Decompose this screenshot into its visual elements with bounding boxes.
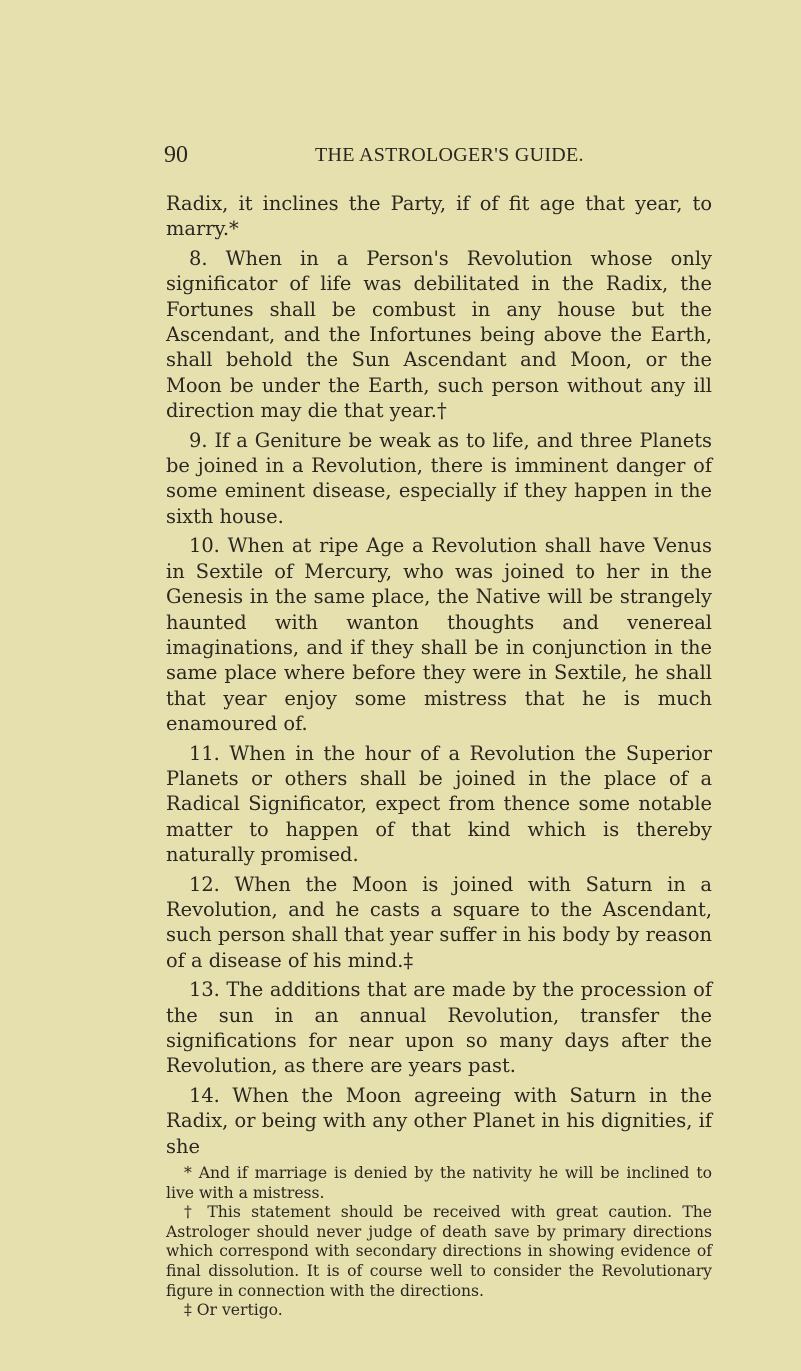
- paragraph-10: 10. When at ripe Age a Revolution shall have Venus in Sextile of Mercury, who was joined to her in the Genesis in the same place, the Native will be strangely haunted with wanton thoughts and venereal imaginations, and if they shall be in conjunction in the same place where before they were in Sextile, he shall that year enjoy some mistress that he is much enamoured of.: [166, 534, 712, 736]
- paragraph-13: 13. The additions that are made by the procession of the sun in an annual Revolution, transfer the significations for near upon so many days after the Revolution, as there are years past.: [166, 978, 712, 1078]
- running-head: THE ASTROLOGER'S GUIDE.: [315, 144, 584, 166]
- paragraph-9: 9. If a Geniture be weak as to life, and three Planets be joined in a Revolution, there is imminent danger of some eminent disease, especially if they happen in the sixth house.: [166, 428, 712, 528]
- paragraph-8: 8. When in a Person's Revolution whose only significator of life was debilitated in the Radix, the Fortunes shall be combust in any house but the Ascendant, and the Infortunes being above the Earth, shall behold the Sun Ascendant and Moon, or the Moon be under the Earth, such person without any ill direction may die that year.†: [166, 246, 712, 423]
- page-header: [0, 142, 801, 172]
- paragraph-12: 12. When the Moon is joined with Saturn in a Revolution, and he casts a square to the Ascendant, such person shall that year suffer in his body by reason of a disease of his mind.‡: [166, 872, 712, 972]
- paragraph-11: 11. When in the hour of a Revolution the Superior Planets or others shall be joined in the place of a Radical Significator, expect from thence some notable matter to happen of that kind which is thereby naturally promised.: [166, 741, 712, 867]
- footnote-asterisk: * And if marriage is denied by the nativity he will be inclined to live with a mistress.: [166, 1164, 712, 1202]
- main-text: [166, 191, 712, 1163]
- paragraph-14: 14. When the Moon agreeing with Saturn in the Radix, or being with any other Planet in his dignities, if she: [166, 1083, 712, 1158]
- footnote-dagger: † This statement should be received with great caution. The Astrologer should never judge of death save by primary directions which correspond with secondary directions in showing evidence of final dissolution. It is of course well to consider the Revolutionary figure in connection with the directions.: [166, 1203, 712, 1300]
- paragraph-continued: Radix, it inclines the Party, if of fit age that year, to marry.*: [166, 192, 712, 241]
- footnote-double-dagger: ‡ Or vertigo.: [184, 1301, 283, 1320]
- page-number: 90: [164, 142, 188, 168]
- footnotes: [166, 1164, 712, 1321]
